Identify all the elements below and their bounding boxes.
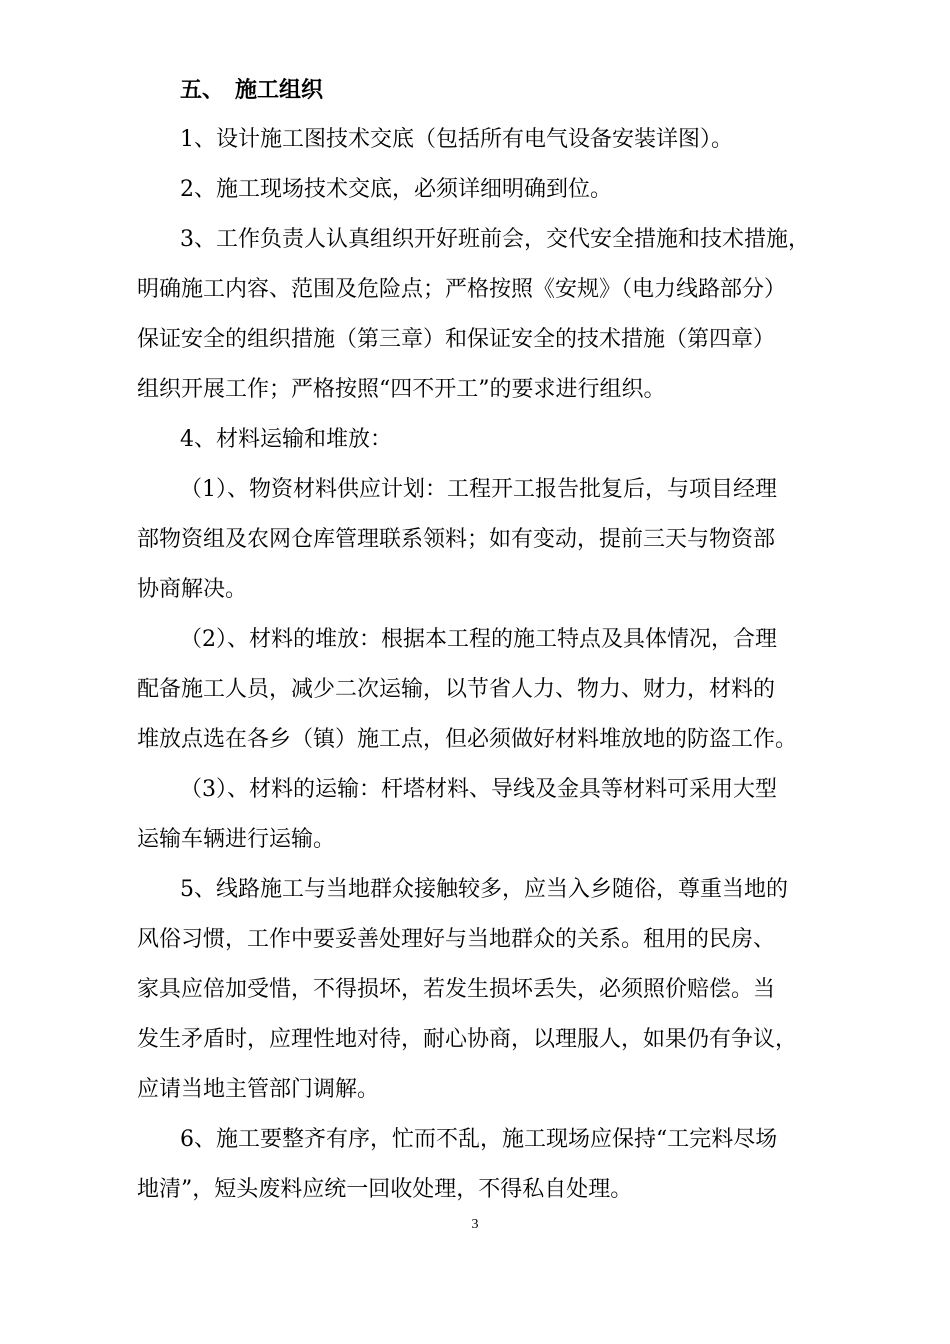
text-line: 保证安全的组织措施（第三章）和保证安全的技术措施（第四章） xyxy=(137,327,776,352)
text-line: 运输车辆进行运输。 xyxy=(137,827,336,852)
text-line: （2）、材料的堆放：根据本工程的施工特点及具体情况，合理 xyxy=(180,627,777,652)
text-line: 5、线路施工与当地群众接触较多，应当入乡随俗，尊重当地的 xyxy=(180,877,788,902)
text-line: 发生矛盾时，应理性地对待，耐心协商，以理服人，如果仍有争议， xyxy=(137,1027,798,1052)
page-number: 3 xyxy=(471,1217,479,1232)
text-line: 1、设计施工图技术交底（包括所有电气设备安装详图）。 xyxy=(180,127,733,152)
text-line: 应请当地主管部门调解。 xyxy=(137,1077,380,1102)
text-line: 家具应倍加受惜，不得损坏，若发生损坏丢失，必须照价赔偿。当 xyxy=(137,977,776,1002)
text-line: 组织开展工作；严格按照“四不开工”的要求进行组织。 xyxy=(137,377,666,402)
text-line: 地清”，短头废料应统一回收处理，不得私自处理。 xyxy=(137,1177,633,1202)
text-line: 部物资组及农网仓库管理联系领料；如有变动，提前三天与物资部 xyxy=(137,527,776,552)
text-line: 风俗习惯，工作中要妥善处理好与当地群众的关系。租用的民房、 xyxy=(137,927,776,952)
text-line: 2、施工现场技术交底，必须详细明确到位。 xyxy=(180,177,612,202)
text-line: 6、施工要整齐有序，忙而不乱，施工现场应保持“工完料尽场 xyxy=(180,1127,778,1152)
section-heading xyxy=(180,74,323,106)
text-line: 协商解决。 xyxy=(137,577,248,602)
section-title: 施工组织 xyxy=(235,77,324,103)
text-line: 堆放点选在各乡（镇）施工点，但必须做好材料堆放地的防盗工作。 xyxy=(137,727,798,752)
text-line: （1）、物资材料供应计划：工程开工报告批复后，与项目经理 xyxy=(180,477,777,502)
text-line: 明确施工内容、范围及危险点；严格按照《安规》（电力线路部分） xyxy=(137,277,787,302)
text-line: （3）、材料的运输：杆塔材料、导线及金具等材料可采用大型 xyxy=(180,777,777,802)
text-line: 配备施工人员，减少二次运输，以节省人力、物力、财力，材料的 xyxy=(137,677,776,702)
text-line: 3、工作负责人认真组织开好班前会，交代安全措施和技术措施， xyxy=(180,227,810,252)
section-number: 五、 xyxy=(180,77,225,103)
text-line: 4、材料运输和堆放： xyxy=(180,427,392,452)
